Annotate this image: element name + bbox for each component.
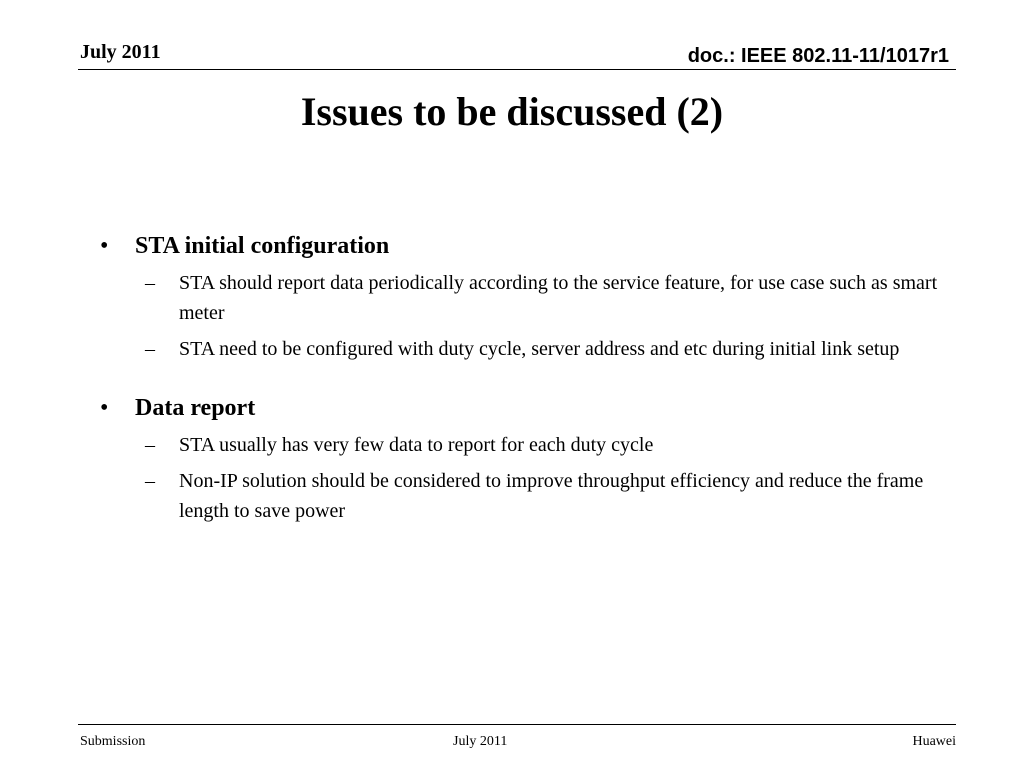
sub-bullet-item xyxy=(145,268,950,328)
section-data-report xyxy=(100,392,950,526)
footer-organization: Huawei xyxy=(912,734,956,749)
bullet-item xyxy=(100,392,950,424)
bullet-heading: Data report xyxy=(135,395,256,421)
slide-title: Issues to be discussed (2) xyxy=(300,89,724,134)
sub-bullet-item xyxy=(145,430,950,460)
sub-bullet-item xyxy=(145,334,950,364)
sub-bullet-list xyxy=(145,268,950,364)
sub-bullet-list xyxy=(145,430,950,526)
dash-icon: – xyxy=(145,434,155,456)
sub-bullet-item xyxy=(145,466,950,526)
bullet-icon: • xyxy=(100,395,109,421)
section-sta-initial-configuration xyxy=(100,230,950,364)
dash-icon: – xyxy=(145,338,155,360)
footer-divider xyxy=(78,724,956,725)
bullet-icon: • xyxy=(100,233,109,259)
sub-bullet-text: STA need to be configured with duty cycle, server address and etc during initial link setup xyxy=(179,338,900,360)
dash-icon: – xyxy=(145,470,155,492)
footer-date: July 2011 xyxy=(453,734,508,749)
sub-bullet-text: STA should report data periodically according to the service feature, for use case such as smart meter xyxy=(179,272,938,324)
header-divider xyxy=(78,69,956,70)
sub-bullet-text: Non-IP solution should be considered to improve throughput efficiency and reduce the frame length to save power xyxy=(179,470,924,522)
header-date: July 2011 xyxy=(80,41,161,63)
footer-submission: Submission xyxy=(80,734,146,749)
header-doc-id: doc.: IEEE 802.11-11/1017r1 xyxy=(687,45,949,67)
sub-bullet-text: STA usually has very few data to report for each duty cycle xyxy=(179,434,654,456)
bullet-item xyxy=(100,230,950,262)
bullet-heading: STA initial configuration xyxy=(135,233,390,259)
dash-icon: – xyxy=(145,272,155,294)
slide-body xyxy=(100,230,950,554)
